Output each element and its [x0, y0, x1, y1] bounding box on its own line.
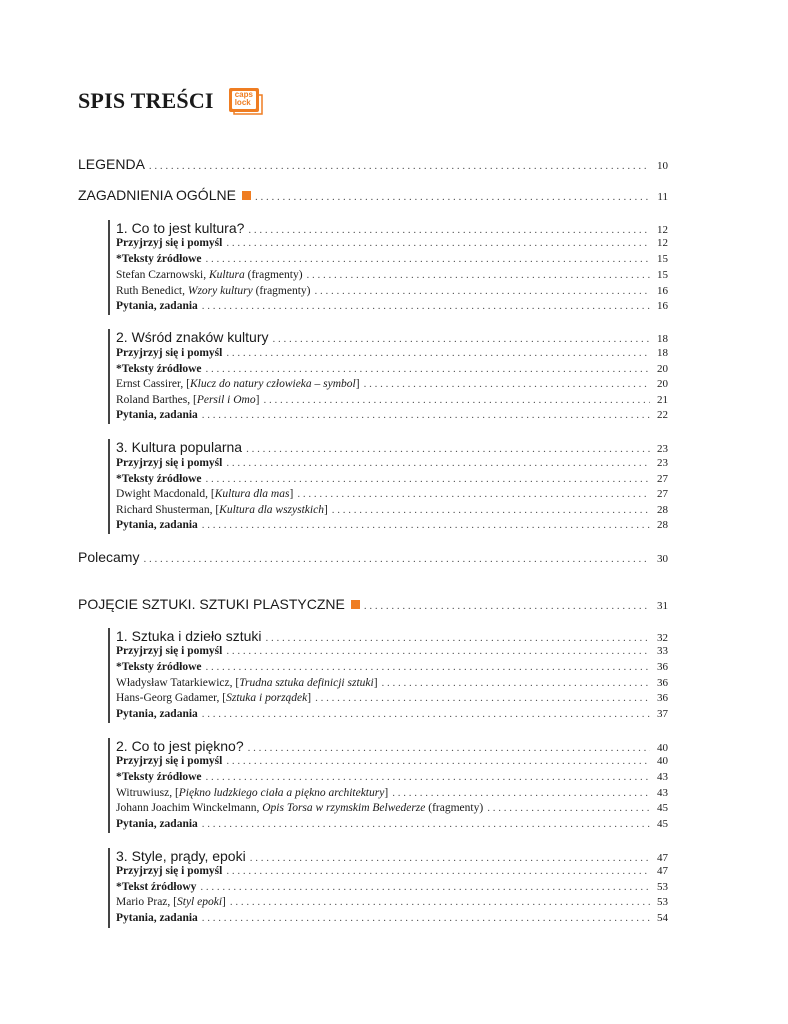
leader-dots: [332, 504, 650, 516]
leader-dots: [206, 473, 650, 485]
leader-dots: [246, 443, 650, 455]
leader-dots: [226, 457, 650, 469]
toc-page-number: 31: [657, 600, 668, 612]
toc-entry[interactable]: [78, 549, 668, 565]
toc-entry-label: Ernst Cassirer, [Klucz do natury człowieka – symbol]: [116, 378, 360, 390]
leader-dots: [248, 224, 650, 236]
toc-entry[interactable]: [116, 300, 668, 312]
toc-page-number: 16: [657, 285, 668, 297]
toc-entry-label: 2. Wśród znaków kultury: [116, 329, 269, 345]
toc-entry[interactable]: [116, 802, 668, 814]
toc-entry-label: Stefan Czarnowski, Kultura (fragmenty): [116, 269, 303, 281]
toc-entry-label: Johann Joachim Winckelmann, Opis Torsa w rzymskim Belwederze (fragmenty): [116, 802, 484, 814]
toc-entry[interactable]: [116, 253, 668, 265]
leader-dots: [202, 300, 650, 312]
toc-page-number: 11: [657, 191, 668, 203]
toc-page-number: 27: [657, 488, 668, 500]
toc-entry[interactable]: [116, 628, 668, 644]
toc-page-number: 53: [657, 881, 668, 893]
toc-page-number: 28: [657, 519, 668, 531]
toc-page-number: 15: [657, 253, 668, 265]
toc-entry[interactable]: [116, 738, 668, 754]
toc-entry[interactable]: [116, 329, 668, 345]
toc-entry[interactable]: [116, 488, 668, 500]
leader-dots: [226, 645, 650, 657]
toc-entry[interactable]: [116, 363, 668, 375]
toc-page-number: 40: [657, 755, 668, 767]
toc-entry-label: Pytania, zadania: [116, 519, 198, 531]
toc-page-number: 10: [657, 160, 668, 172]
toc-entry-label: 3. Style, prądy, epoki: [116, 848, 246, 864]
section-bar: [108, 439, 110, 534]
leader-dots: [248, 742, 650, 754]
toc-entry[interactable]: [116, 865, 668, 877]
section-bar: [108, 628, 110, 723]
leader-dots: [226, 865, 650, 877]
toc-entry-label: *Tekst źródłowy: [116, 881, 197, 893]
toc-entry[interactable]: [116, 439, 668, 455]
leader-dots: [263, 394, 650, 406]
toc-page-number: 36: [657, 692, 668, 704]
toc-page-number: 54: [657, 912, 668, 924]
toc-page-number: 27: [657, 473, 668, 485]
toc-entry-label: Pytania, zadania: [116, 912, 198, 924]
toc-entry[interactable]: [116, 881, 668, 893]
toc-entry[interactable]: [116, 848, 668, 864]
leader-dots: [206, 363, 650, 375]
toc-entry[interactable]: [116, 692, 668, 704]
toc-page-number: 21: [657, 394, 668, 406]
toc-entry[interactable]: [116, 378, 668, 390]
toc-page-number: 40: [657, 742, 668, 754]
toc-page-number: 37: [657, 708, 668, 720]
toc-entry-label: Roland Barthes, [Persil i Omo]: [116, 394, 260, 406]
leader-dots: [364, 378, 650, 390]
toc-page-number: 16: [657, 300, 668, 312]
toc-entry-label: *Teksty źródłowe: [116, 253, 202, 265]
toc-page-number: 28: [657, 504, 668, 516]
toc-entry-label: Przyjrzyj się i pomyśl: [116, 865, 223, 877]
toc-entry[interactable]: [116, 409, 668, 421]
leader-dots: [149, 160, 650, 172]
toc-page-number: 45: [657, 802, 668, 814]
leader-dots: [392, 787, 650, 799]
toc-entry-label: Mario Praz, [Styl epoki]: [116, 896, 226, 908]
toc-entry[interactable]: [116, 755, 668, 767]
toc-page-number: 12: [657, 224, 668, 236]
toc-entry-label: POJĘCIE SZTUKI. SZTUKI PLASTYCZNE: [78, 596, 360, 612]
toc-entry[interactable]: [116, 818, 668, 830]
leader-dots: [202, 708, 650, 720]
leader-dots: [226, 347, 650, 359]
toc-entry[interactable]: [116, 269, 668, 281]
toc-entry[interactable]: [116, 519, 668, 531]
leader-dots: [266, 632, 650, 644]
toc-page-number: 23: [657, 457, 668, 469]
toc-entry-label: 2. Co to jest piękno?: [116, 738, 244, 754]
section-bar: [108, 848, 110, 928]
orange-square-icon: [242, 191, 251, 200]
caps-icon-line1: caps: [234, 90, 253, 99]
toc-entry-label: *Teksty źródłowe: [116, 771, 202, 783]
toc-page-number: 18: [657, 347, 668, 359]
toc-entry-label: Władysław Tatarkiewicz, [Trudna sztuka definicji sztuki]: [116, 677, 378, 689]
orange-square-icon: [351, 600, 360, 609]
toc-page-number: 43: [657, 771, 668, 783]
toc-page-number: 45: [657, 818, 668, 830]
toc-entry-label: Dwight Macdonald, [Kultura dla mas]: [116, 488, 294, 500]
leader-dots: [202, 519, 650, 531]
leader-dots: [206, 771, 650, 783]
leader-dots: [230, 896, 650, 908]
leader-dots: [315, 285, 650, 297]
toc-entry-label: Pytania, zadania: [116, 818, 198, 830]
leader-dots: [202, 409, 650, 421]
toc-entry-label: Hans-Georg Gadamer, [Sztuka i porządek]: [116, 692, 312, 704]
section-bar: [108, 738, 110, 833]
toc-entry[interactable]: [116, 677, 668, 689]
toc-page-number: 36: [657, 661, 668, 673]
toc-entry[interactable]: [116, 896, 668, 908]
toc-page-number: 47: [657, 865, 668, 877]
leader-dots: [307, 269, 650, 281]
section-bar: [108, 329, 110, 424]
toc-entry-label: *Teksty źródłowe: [116, 661, 202, 673]
toc-entry-label: Ruth Benedict, Wzory kultury (fragmenty): [116, 285, 311, 297]
toc-entry-label: Przyjrzyj się i pomyśl: [116, 347, 223, 359]
toc-entry[interactable]: [78, 187, 668, 203]
toc-page-number: 18: [657, 333, 668, 345]
toc-entry[interactable]: [78, 156, 668, 172]
toc-entry-label: Przyjrzyj się i pomyśl: [116, 645, 223, 657]
toc-entry[interactable]: [116, 912, 668, 924]
toc-entry-label: Przyjrzyj się i pomyśl: [116, 457, 223, 469]
toc-entry[interactable]: [116, 771, 668, 783]
toc-page-number: 20: [657, 363, 668, 375]
toc-entry[interactable]: [116, 504, 668, 516]
toc-page-number: 47: [657, 852, 668, 864]
toc-entry[interactable]: [116, 661, 668, 673]
toc-entry-label: Witruwiusz, [Piękno ludzkiego ciała a piękno architektury]: [116, 787, 389, 799]
leader-dots: [487, 802, 650, 814]
toc-entry[interactable]: [116, 285, 668, 297]
toc-page-number: 15: [657, 269, 668, 281]
leader-dots: [364, 600, 650, 612]
toc-entry[interactable]: [116, 394, 668, 406]
toc-entry[interactable]: [116, 645, 668, 657]
toc-entry[interactable]: [116, 787, 668, 799]
toc-page-number: 30: [657, 553, 668, 565]
leader-dots: [200, 881, 650, 893]
toc-entry[interactable]: [116, 237, 668, 249]
toc-page-number: 36: [657, 677, 668, 689]
toc-page-number: 43: [657, 787, 668, 799]
leader-dots: [143, 553, 650, 565]
toc-entry-label: *Teksty źródłowe: [116, 363, 202, 375]
leader-dots: [202, 818, 650, 830]
caps-icon-line2: lock: [234, 98, 251, 107]
leader-dots: [297, 488, 650, 500]
page-title: SPIS TREŚCI: [78, 88, 214, 113]
toc-page-number: 53: [657, 896, 668, 908]
toc-page-number: 12: [657, 237, 668, 249]
toc-entry-label: Richard Shusterman, [Kultura dla wszystkich]: [116, 504, 328, 516]
toc-entry-label: 1. Sztuka i dzieło sztuki: [116, 628, 262, 644]
toc-entry-label: Pytania, zadania: [116, 409, 198, 421]
toc-page-number: 32: [657, 632, 668, 644]
section-bar: [108, 220, 110, 315]
toc-entry[interactable]: [116, 473, 668, 485]
toc-entry-label: LEGENDA: [78, 156, 145, 172]
toc-entry[interactable]: [116, 347, 668, 359]
title-row: [78, 84, 264, 118]
toc-entry-label: ZAGADNIENIA OGÓLNE: [78, 187, 251, 203]
toc-entry[interactable]: [116, 457, 668, 469]
toc-entry-label: Pytania, zadania: [116, 300, 198, 312]
leader-dots: [315, 692, 650, 704]
toc-entry-label: *Teksty źródłowe: [116, 473, 202, 485]
toc-page-number: 23: [657, 443, 668, 455]
toc-page-number: 22: [657, 409, 668, 421]
toc-entry-label: Przyjrzyj się i pomyśl: [116, 237, 223, 249]
toc-entry-label: 1. Co to jest kultura?: [116, 220, 245, 236]
leader-dots: [250, 852, 650, 864]
toc-entry-label: Przyjrzyj się i pomyśl: [116, 755, 223, 767]
leader-dots: [226, 755, 650, 767]
toc-entry-label: 3. Kultura popularna: [116, 439, 243, 455]
toc-page-number: 33: [657, 645, 668, 657]
caps-lock-icon: [228, 87, 264, 115]
toc-entry-label: Pytania, zadania: [116, 708, 198, 720]
leader-dots: [206, 661, 650, 673]
leader-dots: [273, 333, 651, 345]
leader-dots: [382, 677, 650, 689]
leader-dots: [255, 191, 650, 203]
leader-dots: [226, 237, 650, 249]
toc-entry-label: Polecamy: [78, 549, 140, 565]
leader-dots: [206, 253, 650, 265]
toc-entry[interactable]: [78, 596, 668, 612]
leader-dots: [202, 912, 650, 924]
toc-entry[interactable]: [116, 708, 668, 720]
toc-page-number: 20: [657, 378, 668, 390]
toc-entry[interactable]: [116, 220, 668, 236]
